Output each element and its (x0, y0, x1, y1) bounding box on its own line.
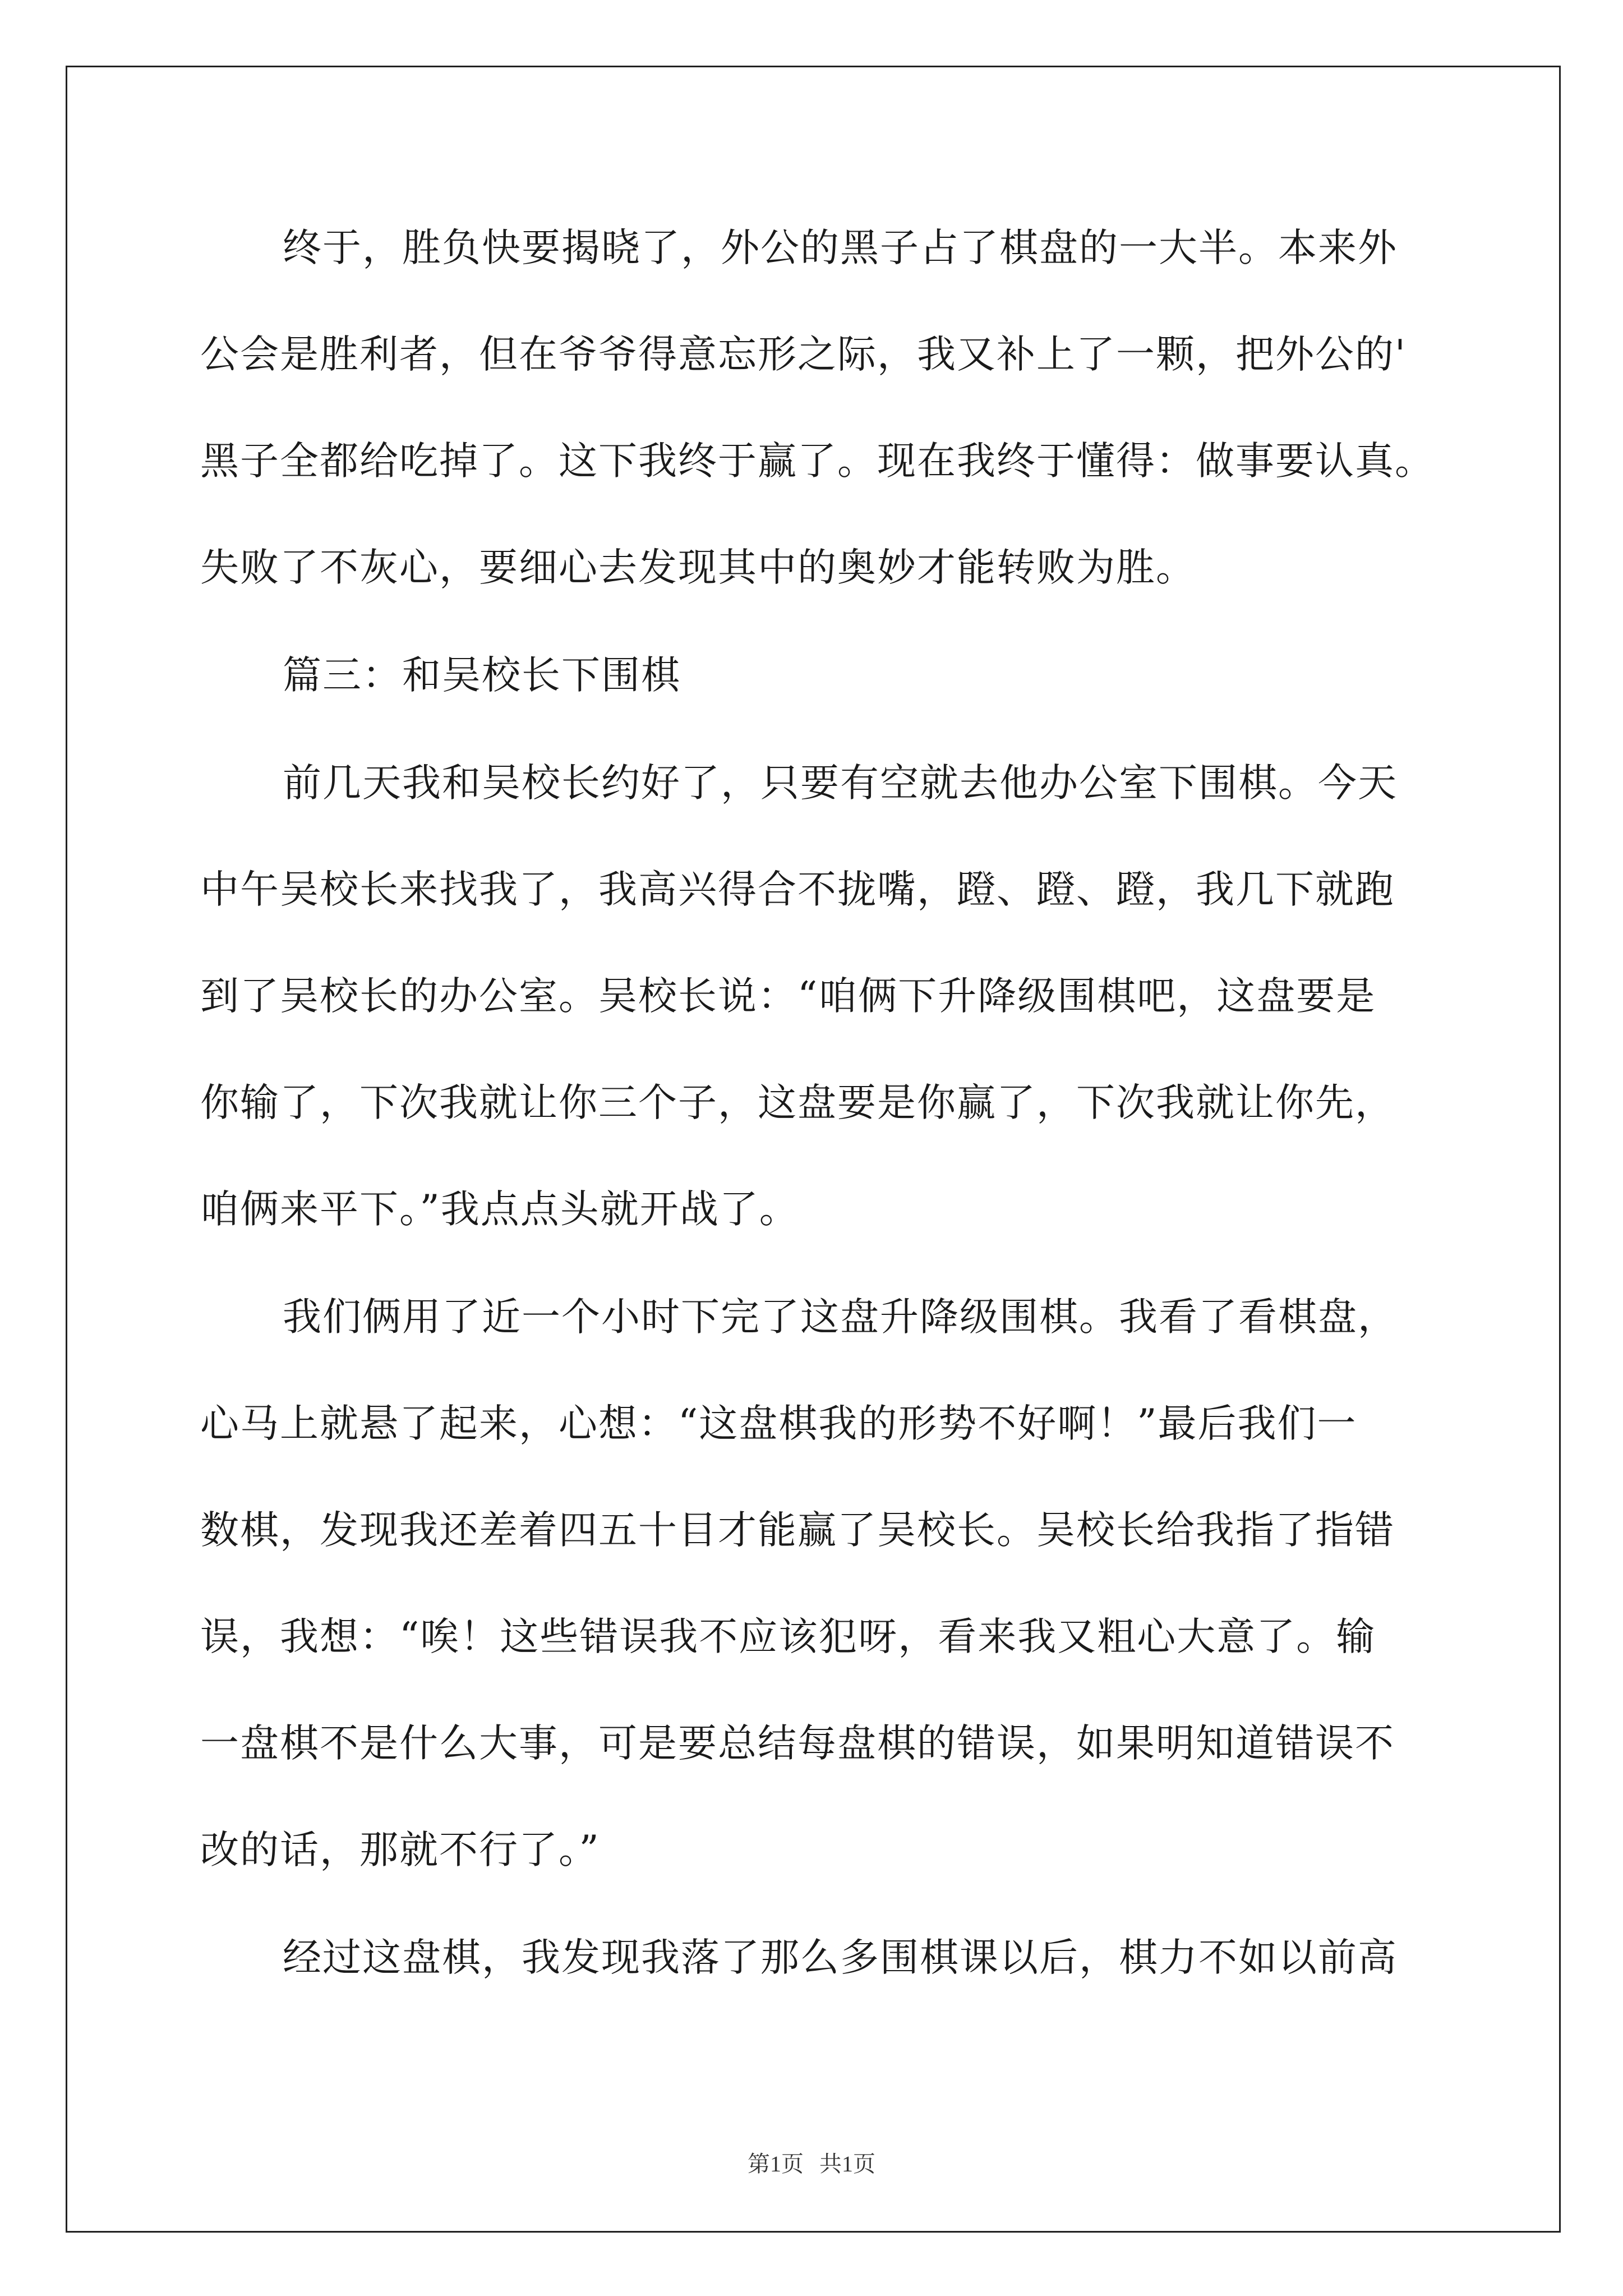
page-total: 共1页 (819, 2151, 875, 2177)
paragraph-line: 改的话，那就不行了。” (200, 1828, 600, 1872)
page-border (66, 66, 1561, 2233)
paragraph-line: 中午吴校长来找我了，我高兴得合不拢嘴，蹬、蹬、蹬，我几下就跑 (200, 867, 1395, 912)
paragraph-line: 你输了，下次我就让你三个子，这盘要是你赢了，下次我就让你先， (200, 1080, 1395, 1125)
page-number: 第1页 (748, 2151, 804, 2177)
paragraph-line: 数棋，发现我还差着四五十目才能赢了吴校长。吴校长给我指了指错 (200, 1508, 1395, 1553)
paragraph-line: 一盘棋不是什么大事，可是要总结每盘棋的错误，如果明知道错误不 (200, 1721, 1395, 1766)
section-heading: 篇三：和吴校长下围棋 (283, 653, 681, 698)
page-footer (0, 2146, 1623, 2178)
paragraph-line: 心马上就悬了起来，心想：“这盘棋我的形势不好啊！”最后我们一 (200, 1401, 1357, 1446)
paragraph-line: 我们俩用了近一个小时下完了这盘升降级围棋。我看了看棋盘， (283, 1295, 1398, 1340)
paragraph-line: 误，我想：“唉！这些错误我不应该犯呀，看来我又粗心大意了。输 (200, 1614, 1376, 1659)
paragraph-line: 经过这盘棋，我发现我落了那么多围棋课以后，棋力不如以前高 (283, 1935, 1398, 1980)
paragraph-line: 咱俩来平下。”我点点头就开战了。 (200, 1187, 799, 1232)
paragraph-line: 黑子全都给吃掉了。这下我终于赢了。现在我终于懂得：做事要认真。 (200, 439, 1435, 484)
paragraph-line: 失败了不灰心，要细心去发现其中的奥妙才能转败为胜。 (200, 545, 1196, 590)
paragraph-line: 终于，胜负快要揭晓了，外公的黑子占了棋盘的一大半。本来外 (283, 226, 1398, 270)
paragraph-line: 前几天我和吴校长约好了，只要有空就去他办公室下围棋。今天 (283, 761, 1398, 806)
paragraph-line: 到了吴校长的办公室。吴校长说：“咱俩下升降级围棋吧，这盘要是 (200, 974, 1376, 1019)
paragraph-line: 公会是胜利者，但在爷爷得意忘形之际，我又补上了一颗，把外公的' (200, 332, 1407, 377)
